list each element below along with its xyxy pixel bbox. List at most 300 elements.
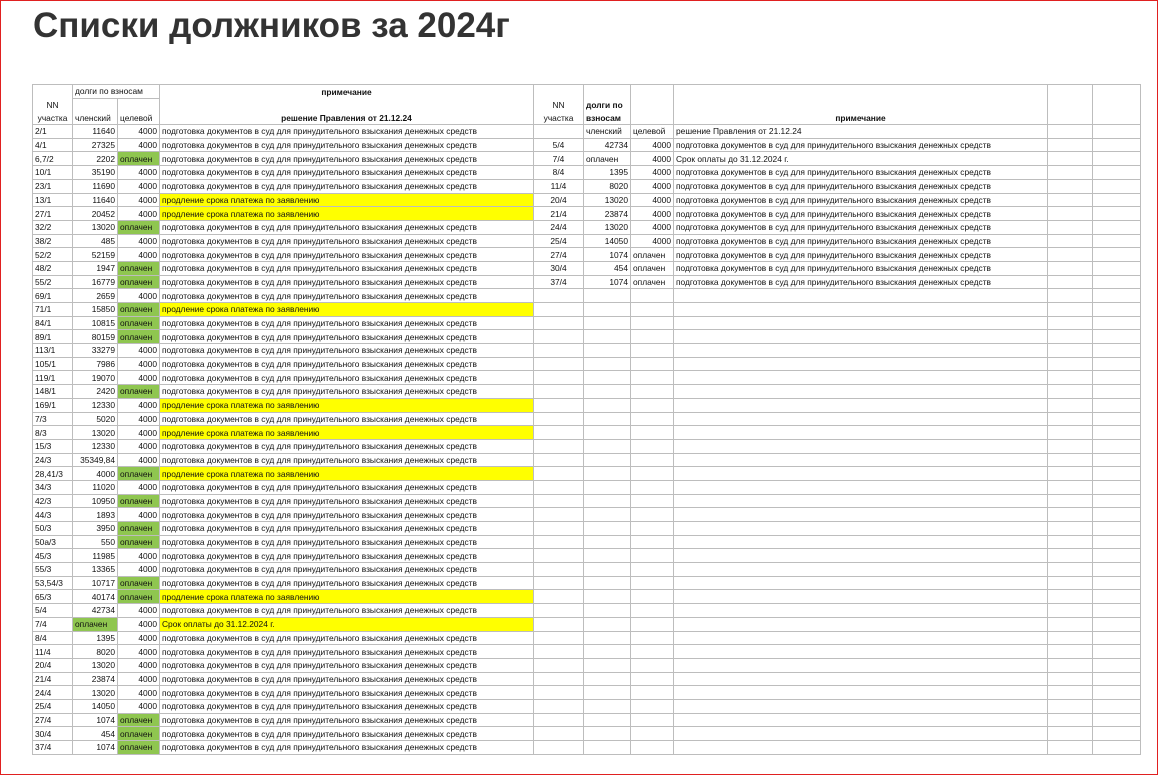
right-plot-id-cell: 37/4	[534, 275, 584, 289]
note-cell: подготовка документов в суд для принудительного взыскания денежных средств	[160, 631, 534, 645]
empty-cell	[534, 330, 584, 344]
empty-cell	[674, 645, 1048, 659]
table-row	[33, 152, 1141, 166]
empty-cell	[674, 480, 1048, 494]
empty-cell	[1093, 522, 1141, 536]
primechanie-header: примечание	[160, 85, 534, 99]
member-fee-cell: 13020	[73, 658, 118, 672]
right-target-fee-cell: оплачен	[631, 248, 674, 262]
note-cell: продление срока платежа по заявлению	[160, 467, 534, 481]
header-cell	[1093, 85, 1141, 99]
empty-cell	[1093, 658, 1141, 672]
plot-id-cell: 38/2	[33, 234, 73, 248]
table-row	[33, 138, 1141, 152]
plot-id-cell: 23/1	[33, 179, 73, 193]
target-fee-cell: оплачен	[118, 152, 160, 166]
debtors-sheet	[32, 84, 1141, 755]
plot-id-cell: 113/1	[33, 344, 73, 358]
right-vznosam-header: взносам	[584, 111, 631, 124]
header-cell	[73, 98, 118, 111]
target-fee-cell: 4000	[118, 234, 160, 248]
target-fee-cell: 4000	[118, 398, 160, 412]
note-cell: подготовка документов в суд для принудительного взыскания денежных средств	[160, 658, 534, 672]
plot-id-cell: 7/4	[33, 617, 73, 631]
empty-cell	[631, 289, 674, 303]
empty-cell	[631, 398, 674, 412]
member-fee-cell: 11640	[73, 125, 118, 139]
right-note-cell: подготовка документов в суд для принудительного взыскания денежных средств	[674, 261, 1048, 275]
right-member-fee-cell: 14050	[584, 234, 631, 248]
plot-id-cell: 13/1	[33, 193, 73, 207]
empty-cell	[1093, 439, 1141, 453]
right-member-fee-cell: оплачен	[584, 152, 631, 166]
target-fee-cell: 4000	[118, 480, 160, 494]
right-note-cell: подготовка документов в суд для принудительного взыскания денежных средств	[674, 193, 1048, 207]
table-row	[33, 371, 1141, 385]
empty-cell	[631, 713, 674, 727]
note-cell: продление срока платежа по заявлению	[160, 590, 534, 604]
note-cell: подготовка документов в суд для принудительного взыскания денежных средств	[160, 741, 534, 755]
right-plot-id-cell: 8/4	[534, 166, 584, 180]
note-cell: подготовка документов в суд для принудительного взыскания денежных средств	[160, 125, 534, 139]
empty-cell	[534, 522, 584, 536]
page-title: Списки должников за 2024г	[33, 6, 510, 45]
empty-cell	[1048, 453, 1093, 467]
right-plot-id-cell: 30/4	[534, 261, 584, 275]
header-cell	[33, 85, 73, 99]
empty-cell	[631, 480, 674, 494]
empty-cell	[1048, 426, 1093, 440]
member-fee-cell: 10815	[73, 316, 118, 330]
reshenie-header: решение Правления от 21.12.24	[160, 111, 534, 124]
chlenskiy-header: членский	[73, 111, 118, 124]
empty-cell	[1093, 248, 1141, 262]
header-cell	[118, 98, 160, 111]
right-note-cell: подготовка документов в суд для принудительного взыскания денежных средств	[674, 179, 1048, 193]
empty-cell	[674, 330, 1048, 344]
table-row	[33, 672, 1141, 686]
empty-cell	[674, 426, 1048, 440]
target-fee-cell: оплачен	[118, 316, 160, 330]
note-cell: подготовка документов в суд для принудительного взыскания денежных средств	[160, 480, 534, 494]
empty-cell	[584, 357, 631, 371]
note-cell: подготовка документов в суд для принудительного взыскания денежных средств	[160, 248, 534, 262]
right-target-fee-cell: 4000	[631, 166, 674, 180]
empty-cell	[534, 604, 584, 618]
plot-id-cell: 48/2	[33, 261, 73, 275]
member-fee-cell: 454	[73, 727, 118, 741]
empty-cell	[534, 549, 584, 563]
empty-cell	[1093, 412, 1141, 426]
target-fee-cell: 4000	[118, 672, 160, 686]
empty-cell	[584, 289, 631, 303]
empty-cell	[674, 289, 1048, 303]
target-fee-cell: 4000	[118, 179, 160, 193]
target-fee-cell: 4000	[118, 207, 160, 221]
member-fee-cell: 8020	[73, 645, 118, 659]
empty-cell	[631, 357, 674, 371]
empty-cell	[534, 645, 584, 659]
header-cell	[160, 98, 534, 111]
empty-cell	[674, 522, 1048, 536]
target-fee-cell: 4000	[118, 631, 160, 645]
empty-cell	[631, 672, 674, 686]
note-cell: подготовка документов в суд для принудительного взыскания денежных средств	[160, 508, 534, 522]
empty-cell	[584, 316, 631, 330]
empty-cell	[534, 412, 584, 426]
empty-cell	[631, 645, 674, 659]
header-cell	[631, 98, 674, 111]
empty-cell	[631, 330, 674, 344]
plot-id-cell: 11/4	[33, 645, 73, 659]
empty-cell	[1048, 535, 1093, 549]
member-fee-cell: 10950	[73, 494, 118, 508]
right-member-fee-cell: 1074	[584, 248, 631, 262]
right-plot-id-cell: 20/4	[534, 193, 584, 207]
empty-cell	[584, 385, 631, 399]
note-cell: подготовка документов в суд для принудительного взыскания денежных средств	[160, 699, 534, 713]
target-fee-cell: 4000	[118, 658, 160, 672]
empty-cell	[584, 699, 631, 713]
empty-cell	[534, 453, 584, 467]
table-row	[33, 713, 1141, 727]
empty-cell	[584, 658, 631, 672]
right-target-fee-cell: 4000	[631, 193, 674, 207]
empty-cell	[1048, 385, 1093, 399]
empty-cell	[1048, 699, 1093, 713]
plot-id-cell: 50/3	[33, 522, 73, 536]
target-fee-cell: оплачен	[118, 330, 160, 344]
plot-id-cell: 5/4	[33, 604, 73, 618]
table-row	[33, 522, 1141, 536]
target-fee-cell: оплачен	[118, 275, 160, 289]
member-fee-cell: 14050	[73, 699, 118, 713]
plot-id-cell: 119/1	[33, 371, 73, 385]
header-cell	[631, 85, 674, 99]
member-fee-cell: 13365	[73, 563, 118, 577]
uchastka-header: участка	[33, 111, 73, 124]
member-fee-cell: 2420	[73, 385, 118, 399]
right-plot-id-cell: 7/4	[534, 152, 584, 166]
empty-cell	[674, 658, 1048, 672]
table-row	[33, 398, 1141, 412]
empty-cell	[674, 357, 1048, 371]
plot-id-cell: 8/3	[33, 426, 73, 440]
note-cell: продление срока платежа по заявлению	[160, 426, 534, 440]
member-fee-cell: 3950	[73, 522, 118, 536]
empty-cell	[1093, 234, 1141, 248]
table-row	[33, 193, 1141, 207]
plot-id-cell: 30/4	[33, 727, 73, 741]
empty-cell	[674, 576, 1048, 590]
target-fee-cell: 4000	[118, 508, 160, 522]
target-fee-cell: 4000	[118, 604, 160, 618]
empty-cell	[1048, 357, 1093, 371]
note-cell: подготовка документов в суд для принудительного взыскания денежных средств	[160, 316, 534, 330]
table-row	[33, 741, 1141, 755]
empty-cell	[534, 727, 584, 741]
target-fee-cell: 4000	[118, 453, 160, 467]
empty-cell	[674, 494, 1048, 508]
empty-cell	[674, 398, 1048, 412]
header-cell	[1048, 111, 1093, 124]
empty-cell	[1093, 398, 1141, 412]
empty-cell	[674, 535, 1048, 549]
empty-cell	[631, 604, 674, 618]
empty-cell	[534, 713, 584, 727]
empty-cell	[1093, 549, 1141, 563]
member-fee-cell: 10717	[73, 576, 118, 590]
empty-cell	[584, 549, 631, 563]
target-fee-cell: оплачен	[118, 741, 160, 755]
table-row	[33, 535, 1141, 549]
empty-cell	[631, 385, 674, 399]
target-fee-cell: оплачен	[118, 576, 160, 590]
table-row	[33, 576, 1141, 590]
table-row	[33, 275, 1141, 289]
note-cell: подготовка документов в суд для принудительного взыскания денежных средств	[160, 563, 534, 577]
table-row	[33, 549, 1141, 563]
plot-id-cell: 32/2	[33, 220, 73, 234]
right-target-fee-cell: 4000	[631, 220, 674, 234]
target-fee-cell: оплачен	[118, 385, 160, 399]
empty-cell	[1093, 713, 1141, 727]
target-fee-cell: 4000	[118, 344, 160, 358]
header-cell	[1048, 85, 1093, 99]
empty-cell	[1048, 398, 1093, 412]
empty-cell	[1093, 727, 1141, 741]
empty-cell	[534, 508, 584, 522]
empty-cell	[1093, 385, 1141, 399]
table-row	[33, 412, 1141, 426]
empty-cell	[584, 453, 631, 467]
plot-id-cell: 10/1	[33, 166, 73, 180]
empty-cell	[584, 398, 631, 412]
empty-cell	[1048, 234, 1093, 248]
empty-cell	[1093, 563, 1141, 577]
target-fee-cell: оплачен	[118, 494, 160, 508]
empty-cell	[534, 385, 584, 399]
note-cell: подготовка документов в суд для принудительного взыскания денежных средств	[160, 494, 534, 508]
empty-cell	[534, 631, 584, 645]
empty-cell	[674, 439, 1048, 453]
empty-cell	[534, 494, 584, 508]
empty-cell	[584, 439, 631, 453]
dolgi-header: долги по взносам	[73, 85, 160, 99]
empty-cell	[674, 412, 1048, 426]
target-fee-cell: 4000	[118, 645, 160, 659]
target-fee-cell: 4000	[118, 549, 160, 563]
empty-cell	[1093, 576, 1141, 590]
empty-cell	[534, 398, 584, 412]
empty-cell	[1093, 741, 1141, 755]
empty-cell	[584, 344, 631, 358]
empty-cell	[1048, 261, 1093, 275]
note-cell: подготовка документов в суд для принудительного взыскания денежных средств	[160, 385, 534, 399]
empty-cell	[1048, 275, 1093, 289]
target-fee-cell: 4000	[118, 563, 160, 577]
empty-cell	[674, 453, 1048, 467]
member-fee-cell: 12330	[73, 439, 118, 453]
empty-cell	[631, 426, 674, 440]
plot-id-cell: 50а/3	[33, 535, 73, 549]
note-cell: подготовка документов в суд для принудительного взыскания денежных средств	[160, 576, 534, 590]
empty-cell	[534, 535, 584, 549]
empty-cell	[584, 480, 631, 494]
right-note-cell: подготовка документов в суд для принудительного взыскания денежных средств	[674, 207, 1048, 221]
empty-cell	[631, 439, 674, 453]
plot-id-cell: 52/2	[33, 248, 73, 262]
empty-cell	[584, 617, 631, 631]
empty-cell	[1048, 289, 1093, 303]
member-fee-cell: 11640	[73, 193, 118, 207]
empty-cell	[534, 439, 584, 453]
table-row	[33, 467, 1141, 481]
right-reshenie-label: решение Правления от 21.12.24	[674, 125, 1048, 139]
empty-cell	[1093, 590, 1141, 604]
table-row	[33, 330, 1141, 344]
empty-cell	[1048, 741, 1093, 755]
table-row	[33, 289, 1141, 303]
empty-cell	[631, 344, 674, 358]
plot-id-cell: 37/4	[33, 741, 73, 755]
empty-cell	[1048, 316, 1093, 330]
empty-cell	[584, 330, 631, 344]
empty-cell	[1093, 686, 1141, 700]
empty-cell	[631, 617, 674, 631]
empty-cell	[631, 590, 674, 604]
member-fee-cell: 4000	[73, 467, 118, 481]
empty-cell	[584, 371, 631, 385]
member-fee-cell: 19070	[73, 371, 118, 385]
empty-cell	[1048, 248, 1093, 262]
table-row	[33, 494, 1141, 508]
empty-cell	[584, 535, 631, 549]
plot-id-cell: 84/1	[33, 316, 73, 330]
empty-cell	[584, 426, 631, 440]
empty-cell	[1048, 193, 1093, 207]
empty-cell	[1048, 727, 1093, 741]
right-target-fee-cell: оплачен	[631, 261, 674, 275]
empty-cell	[631, 741, 674, 755]
empty-cell	[674, 371, 1048, 385]
empty-cell	[1048, 371, 1093, 385]
empty-cell	[1048, 412, 1093, 426]
table-row	[33, 439, 1141, 453]
note-cell: подготовка документов в суд для принудительного взыскания денежных средств	[160, 713, 534, 727]
note-cell: подготовка документов в суд для принудительного взыскания денежных средств	[160, 261, 534, 275]
empty-cell	[1093, 152, 1141, 166]
empty-cell	[631, 727, 674, 741]
note-cell: подготовка документов в суд для принудительного взыскания денежных средств	[160, 220, 534, 234]
empty-cell	[1093, 316, 1141, 330]
empty-cell	[674, 467, 1048, 481]
right-plot-id-cell: 25/4	[534, 234, 584, 248]
empty-cell	[674, 604, 1048, 618]
table-row	[33, 125, 1141, 139]
empty-cell	[1048, 686, 1093, 700]
member-fee-cell: 550	[73, 535, 118, 549]
plot-id-cell: 89/1	[33, 330, 73, 344]
empty-cell	[1093, 179, 1141, 193]
right-plot-id-cell: 11/4	[534, 179, 584, 193]
empty-cell	[631, 535, 674, 549]
note-cell: продление срока платежа по заявлению	[160, 303, 534, 317]
empty-cell	[674, 727, 1048, 741]
empty-cell	[631, 522, 674, 536]
member-fee-cell: 7986	[73, 357, 118, 371]
table-row	[33, 658, 1141, 672]
plot-id-cell: 24/3	[33, 453, 73, 467]
empty-cell	[674, 686, 1048, 700]
target-fee-cell: 4000	[118, 371, 160, 385]
right-member-fee-cell: 1074	[584, 275, 631, 289]
target-fee-cell: 4000	[118, 412, 160, 426]
note-cell: подготовка документов в суд для принудительного взыскания денежных средств	[160, 152, 534, 166]
table-row	[33, 453, 1141, 467]
header-cell	[584, 85, 631, 99]
plot-id-cell: 42/3	[33, 494, 73, 508]
member-fee-cell: 1947	[73, 261, 118, 275]
member-fee-cell: 2659	[73, 289, 118, 303]
right-target-fee-cell: оплачен	[631, 275, 674, 289]
empty-cell	[631, 494, 674, 508]
empty-cell	[674, 617, 1048, 631]
plot-id-cell: 55/3	[33, 563, 73, 577]
target-fee-cell: 4000	[118, 686, 160, 700]
empty-cell	[534, 467, 584, 481]
table-row	[33, 617, 1141, 631]
empty-cell	[1048, 563, 1093, 577]
right-target-fee-cell: 4000	[631, 179, 674, 193]
empty-cell	[1093, 672, 1141, 686]
empty-cell	[1093, 125, 1141, 139]
right-member-fee-cell: 13020	[584, 220, 631, 234]
right-plot-id-cell	[534, 125, 584, 139]
member-fee-cell: 13020	[73, 426, 118, 440]
empty-cell	[534, 741, 584, 755]
empty-cell	[1093, 275, 1141, 289]
member-fee-cell: 40174	[73, 590, 118, 604]
target-fee-cell: 4000	[118, 426, 160, 440]
right-target-fee-cell: 4000	[631, 234, 674, 248]
right-member-fee-cell: 1395	[584, 166, 631, 180]
member-fee-cell: 27325	[73, 138, 118, 152]
header-row-2	[33, 98, 1141, 111]
member-fee-cell: 20452	[73, 207, 118, 221]
empty-cell	[1048, 138, 1093, 152]
note-cell: подготовка документов в суд для принудительного взыскания денежных средств	[160, 344, 534, 358]
note-cell: подготовка документов в суд для принудительного взыскания денежных средств	[160, 166, 534, 180]
empty-cell	[534, 658, 584, 672]
note-cell: подготовка документов в суд для принудительного взыскания денежных средств	[160, 179, 534, 193]
empty-cell	[584, 645, 631, 659]
empty-cell	[631, 631, 674, 645]
empty-cell	[534, 303, 584, 317]
member-fee-cell: 13020	[73, 686, 118, 700]
empty-cell	[584, 522, 631, 536]
table-row	[33, 220, 1141, 234]
empty-cell	[584, 604, 631, 618]
empty-cell	[631, 371, 674, 385]
empty-cell	[534, 357, 584, 371]
table-row	[33, 234, 1141, 248]
plot-id-cell: 7/3	[33, 412, 73, 426]
right-note-cell: подготовка документов в суд для принудительного взыскания денежных средств	[674, 138, 1048, 152]
table-row	[33, 357, 1141, 371]
member-fee-cell: 35190	[73, 166, 118, 180]
note-cell: подготовка документов в суд для принудительного взыскания денежных средств	[160, 412, 534, 426]
